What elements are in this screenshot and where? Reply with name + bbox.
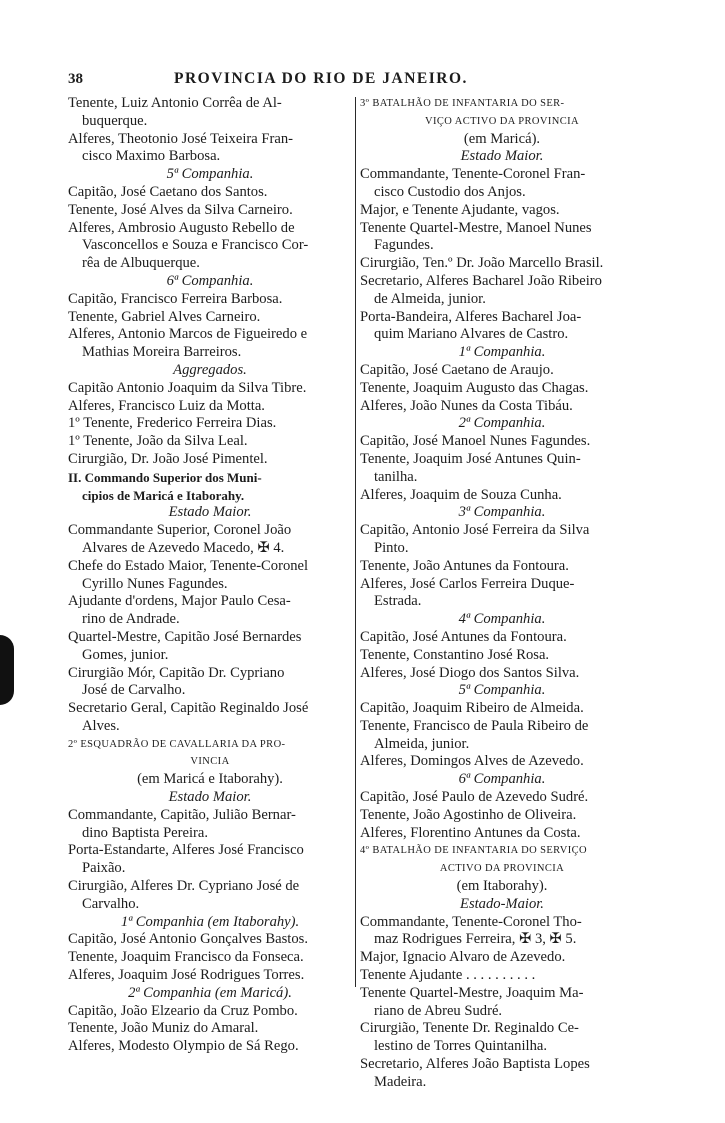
text-line: 1ª Companhia (em Itaborahy).: [120, 913, 300, 930]
text-line: ACTIVO DA PROVINCIA: [439, 863, 565, 875]
text-line: Commandante, Tenente-Coronel Tho-: [360, 913, 582, 930]
text-line: Alferes, João Nunes da Costa Tibáu.: [360, 397, 573, 414]
text-line: Tenente Quartel-Mestre, Manoel Nunes: [360, 219, 592, 236]
text-line: Capitão, José Caetano dos Santos.: [68, 183, 268, 200]
text-line: 3º BATALHÃO DE INFANTARIA DO SER-: [360, 98, 565, 109]
text-line: Secretario, Alferes João Baptista Lopes: [360, 1056, 590, 1073]
text-line: Tenente, Joaquim José Antunes Quin-: [360, 450, 581, 467]
text-line: 4ª Companhia.: [458, 611, 546, 628]
text-line: 2ª Companhia (em Maricá).: [128, 984, 292, 1001]
text-line: Tenente Quartel-Mestre, Joaquim Ma-: [360, 984, 584, 1001]
text-line: cisco Maximo Barbosa.: [82, 148, 221, 165]
text-line: Commandante, Capitão, Julião Bernar-: [68, 806, 296, 823]
text-line: Capitão, Francisco Ferreira Barbosa.: [68, 290, 283, 307]
text-line: Cyrillo Nunes Fagundes.: [82, 575, 228, 592]
text-line: Tenente, João Antunes da Fontoura.: [360, 557, 569, 574]
text-line: Alferes, Modesto Olympio de Sá Rego.: [68, 1038, 299, 1055]
text-line: de Almeida, junior.: [374, 290, 486, 307]
text-line: 1º Tenente, Frederico Ferreira Dias.: [68, 415, 277, 432]
text-line: Capitão, Joaquim Ribeiro de Almeida.: [360, 700, 584, 717]
text-line: rino de Andrade.: [82, 611, 180, 628]
text-line: Tenente, Francisco de Paula Ribeiro de: [360, 717, 589, 734]
text-line: rêa de Albuquerque.: [82, 255, 200, 272]
text-line: 1º Tenente, João da Silva Leal.: [68, 433, 248, 450]
text-line: cipios de Maricá e Itaborahy.: [82, 487, 245, 503]
text-line: Capitão Antonio Joaquim da Silva Tibre.: [68, 379, 307, 396]
text-line: dino Baptista Pereira.: [82, 824, 209, 841]
text-line: 4º BATALHÃO DE INFANTARIA DO SERVIÇO: [360, 845, 587, 857]
text-line: Estado Maior.: [460, 148, 544, 165]
text-line: Alferes, Francisco Luiz da Motta.: [68, 397, 265, 414]
text-line: buquerque.: [82, 112, 148, 129]
page-header: [64, 68, 664, 92]
text-line: Madeira.: [374, 1073, 427, 1090]
text-line: José de Carvalho.: [82, 682, 186, 699]
page-title: PROVINCIA DO RIO DE JANEIRO.: [174, 70, 468, 87]
text-line: Capitão, Antonio José Ferreira da Silva: [360, 522, 590, 539]
text-line: Almeida, junior.: [374, 735, 470, 752]
text-line: Fagundes.: [374, 237, 434, 254]
text-line: Tenente, José Alves da Silva Carneiro.: [68, 201, 293, 218]
text-line: Alves.: [82, 717, 120, 734]
text-line: Tenente, Joaquim Francisco da Fonseca.: [68, 949, 304, 966]
text-line: (em Maricá).: [463, 130, 541, 147]
left-column: [68, 95, 352, 1056]
text-line: Alferes, Ambrosio Augusto Rebello de: [68, 219, 295, 236]
text-line: riano de Abreu Sudré.: [374, 1002, 503, 1019]
text-line: Tenente, Joaquim Augusto das Chagas.: [360, 379, 589, 396]
text-line: Commandante Superior, Coronel João: [68, 522, 292, 539]
text-line: Secretario Geral, Capitão Reginaldo José: [68, 700, 309, 717]
text-line: Major, e Tenente Ajudante, vagos.: [360, 201, 560, 218]
text-line: cisco Custodio dos Anjos.: [374, 183, 526, 200]
text-line: Alferes, Antonio Marcos de Figueiredo e: [68, 326, 308, 343]
text-line: Cirurgião, Tenente Dr. Reginaldo Ce-: [360, 1020, 579, 1037]
text-line: Tenente, Constantino José Rosa.: [360, 646, 550, 663]
text-line: 2º ESQUADRÃO DE CAVALLARIA DA PRO-: [68, 738, 286, 750]
text-line: Commandante, Tenente-Coronel Fran-: [360, 166, 586, 183]
text-line: Secretario, Alferes Bacharel João Ribeiro: [360, 272, 602, 289]
text-line: Tenente Ajudante . . . . . . . . . .: [360, 967, 536, 984]
text-line: VIÇO ACTIVO DA PROVINCIA: [425, 115, 579, 127]
text-line: Alferes, Florentino Antunes da Costa.: [360, 824, 581, 841]
text-line: Tenente, João Muniz do Amaral.: [68, 1020, 259, 1037]
text-line: Estrada.: [374, 593, 422, 610]
text-line: Major, Ignacio Alvaro de Azevedo.: [360, 949, 566, 966]
right-column: [360, 95, 644, 1092]
text-line: Alferes, José Carlos Ferreira Duque-: [360, 575, 575, 592]
text-line: Tenente, Luiz Antonio Corrêa de Al-: [68, 95, 282, 111]
text-line: Alferes, Domingos Alves de Azevedo.: [360, 753, 584, 770]
text-line: Alferes, Joaquim de Souza Cunha.: [360, 486, 562, 503]
text-line: Capitão, José Antunes da Fontoura.: [360, 628, 567, 645]
page-number: 38: [68, 71, 83, 87]
text-line: (em Maricá e Itaborahy).: [137, 771, 283, 788]
text-line: VINCIA: [190, 756, 230, 768]
text-line: Cirurgião, Dr. João José Pimentel.: [68, 450, 268, 467]
text-line: Capitão, José Caetano de Araujo.: [360, 361, 554, 378]
text-line: Aggregados.: [173, 361, 247, 378]
text-line: Alvares de Azevedo Macedo, ✠ 4.: [82, 539, 285, 556]
text-line: Estado-Maior.: [460, 895, 544, 912]
text-line: lestino de Torres Quintanilha.: [374, 1038, 547, 1055]
text-line: Porta-Estandarte, Alferes José Francisco: [68, 842, 304, 859]
text-line: 3ª Companhia.: [458, 504, 546, 521]
text-line: Pinto.: [374, 539, 409, 556]
text-line: Alferes, Theotonio José Teixeira Fran-: [68, 130, 293, 147]
text-line: maz Rodrigues Ferreira, ✠ 3, ✠ 5.: [374, 931, 577, 948]
column-divider: [355, 97, 356, 987]
text-line: Capitão, José Manoel Nunes Fagundes.: [360, 433, 591, 450]
text-line: (em Itaborahy).: [456, 878, 548, 895]
text-line: Mathias Moreira Barreiros.: [82, 344, 242, 361]
text-line: 5ª Companhia.: [166, 166, 254, 183]
text-line: 1ª Companhia.: [458, 344, 546, 361]
text-line: Cirurgião, Ten.º Dr. João Marcello Brasil.: [360, 255, 604, 272]
text-line: tanilha.: [374, 468, 418, 485]
text-line: 6ª Companhia.: [166, 272, 254, 289]
text-line: Vasconcellos e Souza e Francisco Cor-: [82, 237, 309, 254]
text-line: Carvalho.: [82, 895, 140, 912]
text-line: Chefe do Estado Maior, Tenente-Coronel: [68, 557, 309, 574]
text-line: Capitão, José Antonio Gonçalves Bastos.: [68, 931, 308, 948]
text-line: Capitão, João Elzeario da Cruz Pombo.: [68, 1002, 298, 1019]
text-line: 2ª Companhia.: [458, 415, 546, 432]
text-line: quim Mariano Alvares de Castro.: [374, 326, 569, 343]
text-line: 5ª Companhia.: [458, 682, 546, 699]
text-line: Paixão.: [82, 860, 126, 877]
text-line: Cirurgião, Alferes Dr. Cypriano José de: [68, 878, 300, 895]
text-line: Alferes, Joaquim José Rodrigues Torres.: [68, 967, 305, 984]
text-line: Tenente, João Agostinho de Oliveira.: [360, 806, 577, 823]
text-line: Gomes, junior.: [82, 646, 169, 663]
text-line: Estado Maior.: [168, 789, 252, 806]
text-line: Capitão, José Paulo de Azevedo Sudré.: [360, 789, 589, 806]
text-line: Cirurgião Mór, Capitão Dr. Cypriano: [68, 664, 285, 681]
text-line: II. Commando Superior dos Muni-: [68, 469, 262, 485]
text-line: Porta-Bandeira, Alferes Bacharel Joa-: [360, 308, 582, 325]
text-line: 6ª Companhia.: [458, 771, 546, 788]
ink-blot: [0, 635, 14, 705]
text-line: Alferes, José Diogo dos Santos Silva.: [360, 664, 580, 681]
text-line: Quartel-Mestre, Capitão José Bernardes: [68, 628, 302, 645]
text-line: Tenente, Gabriel Alves Carneiro.: [68, 308, 261, 325]
text-line: Estado Maior.: [168, 504, 252, 521]
text-line: Ajudante d'ordens, Major Paulo Cesa-: [68, 593, 291, 610]
